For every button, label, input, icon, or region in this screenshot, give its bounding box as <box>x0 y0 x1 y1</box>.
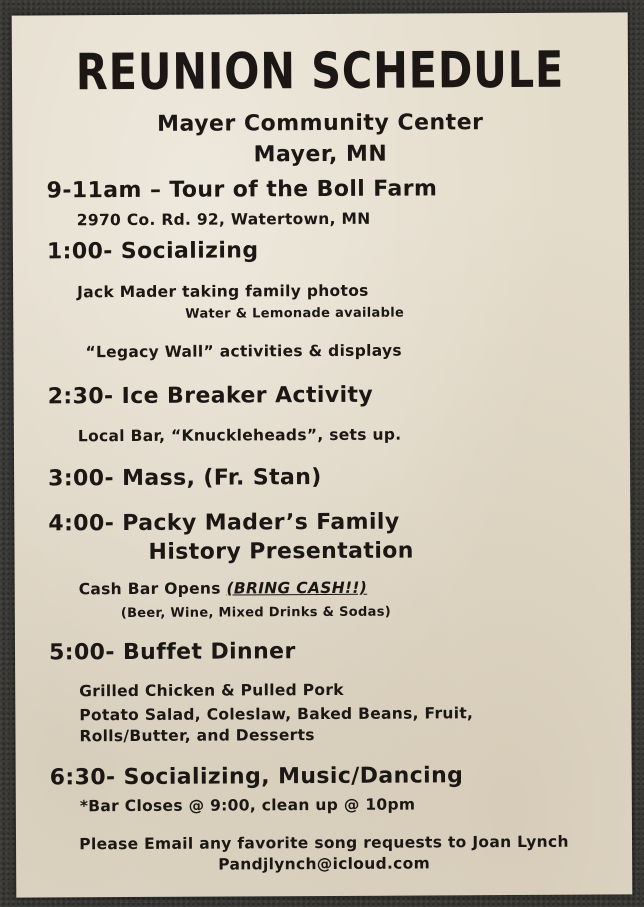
tour-time: 9-11am <box>46 177 142 204</box>
music-label: Socializing, Music/Dancing <box>123 763 464 791</box>
page-title: REUNION SCHEDULE <box>75 40 565 102</box>
cash-bar-label: Cash Bar Opens <box>78 579 221 599</box>
icebreaker-heading <box>48 383 374 410</box>
history-heading <box>48 510 399 537</box>
legacy-note: “Legacy Wall” activities & displays <box>85 341 402 362</box>
dinner-heading <box>49 639 296 665</box>
menu-line-2: Potato Salad, Coleslaw, Baked Beans, Fruit, <box>79 704 474 725</box>
tour-label: Tour of the Boll Farm <box>169 176 438 203</box>
music-time: 6:30- <box>49 765 116 791</box>
tour-address: 2970 Co. Rd. 92, Watertown, MN <box>76 209 371 230</box>
dinner-label: Buffet Dinner <box>122 639 296 666</box>
mass-time: 3:00- <box>48 466 115 492</box>
drinks-note: Water & Lemonade available <box>185 305 405 322</box>
tour-heading: 9-11am – Tour of the Boll Farm <box>46 176 438 204</box>
footer-email: Pandjlynch@icloud.com <box>218 854 431 874</box>
dinner-time: 5:00- <box>48 640 115 666</box>
icebreaker-label: Ice Breaker Activity <box>121 382 374 410</box>
icebreaker-time: 2:30- <box>47 384 114 410</box>
venue-city: Mayer, MN <box>253 141 388 168</box>
menu-line-1: Grilled Chicken & Pulled Pork <box>79 680 344 701</box>
schedule-card <box>12 12 633 897</box>
icebreaker-note: Local Bar, “Knuckleheads”, sets up. <box>77 425 402 446</box>
mass-label: Mass, (Fr. Stan) <box>121 465 322 492</box>
photos-note: Jack Mader taking family photos <box>77 281 369 302</box>
venue-name: Mayer Community Center <box>157 110 484 137</box>
history-label-line1: Packy Mader’s Family <box>122 509 400 537</box>
bar-drinks-note: (Beer, Wine, Mixed Drinks & Sodas) <box>120 604 392 622</box>
music-heading <box>50 763 464 790</box>
history-label-line2: History Presentation <box>148 538 414 565</box>
social1-label: Socializing <box>120 238 259 265</box>
menu-line-3: Rolls/Butter, and Desserts <box>79 726 315 746</box>
bar-close-note: *Bar Closes @ 9:00, clean up @ 10pm <box>79 795 416 816</box>
history-time: 4:00- <box>48 511 115 537</box>
mass-heading <box>48 465 322 491</box>
footer-request: Please Email any favorite song requests to Joan Lynch <box>79 832 569 854</box>
bring-cash-note: (BRING CASH!!) <box>226 578 368 598</box>
cash-bar-note <box>79 579 367 599</box>
social1-time: 1:00- <box>46 239 113 265</box>
social1-heading <box>47 238 259 264</box>
